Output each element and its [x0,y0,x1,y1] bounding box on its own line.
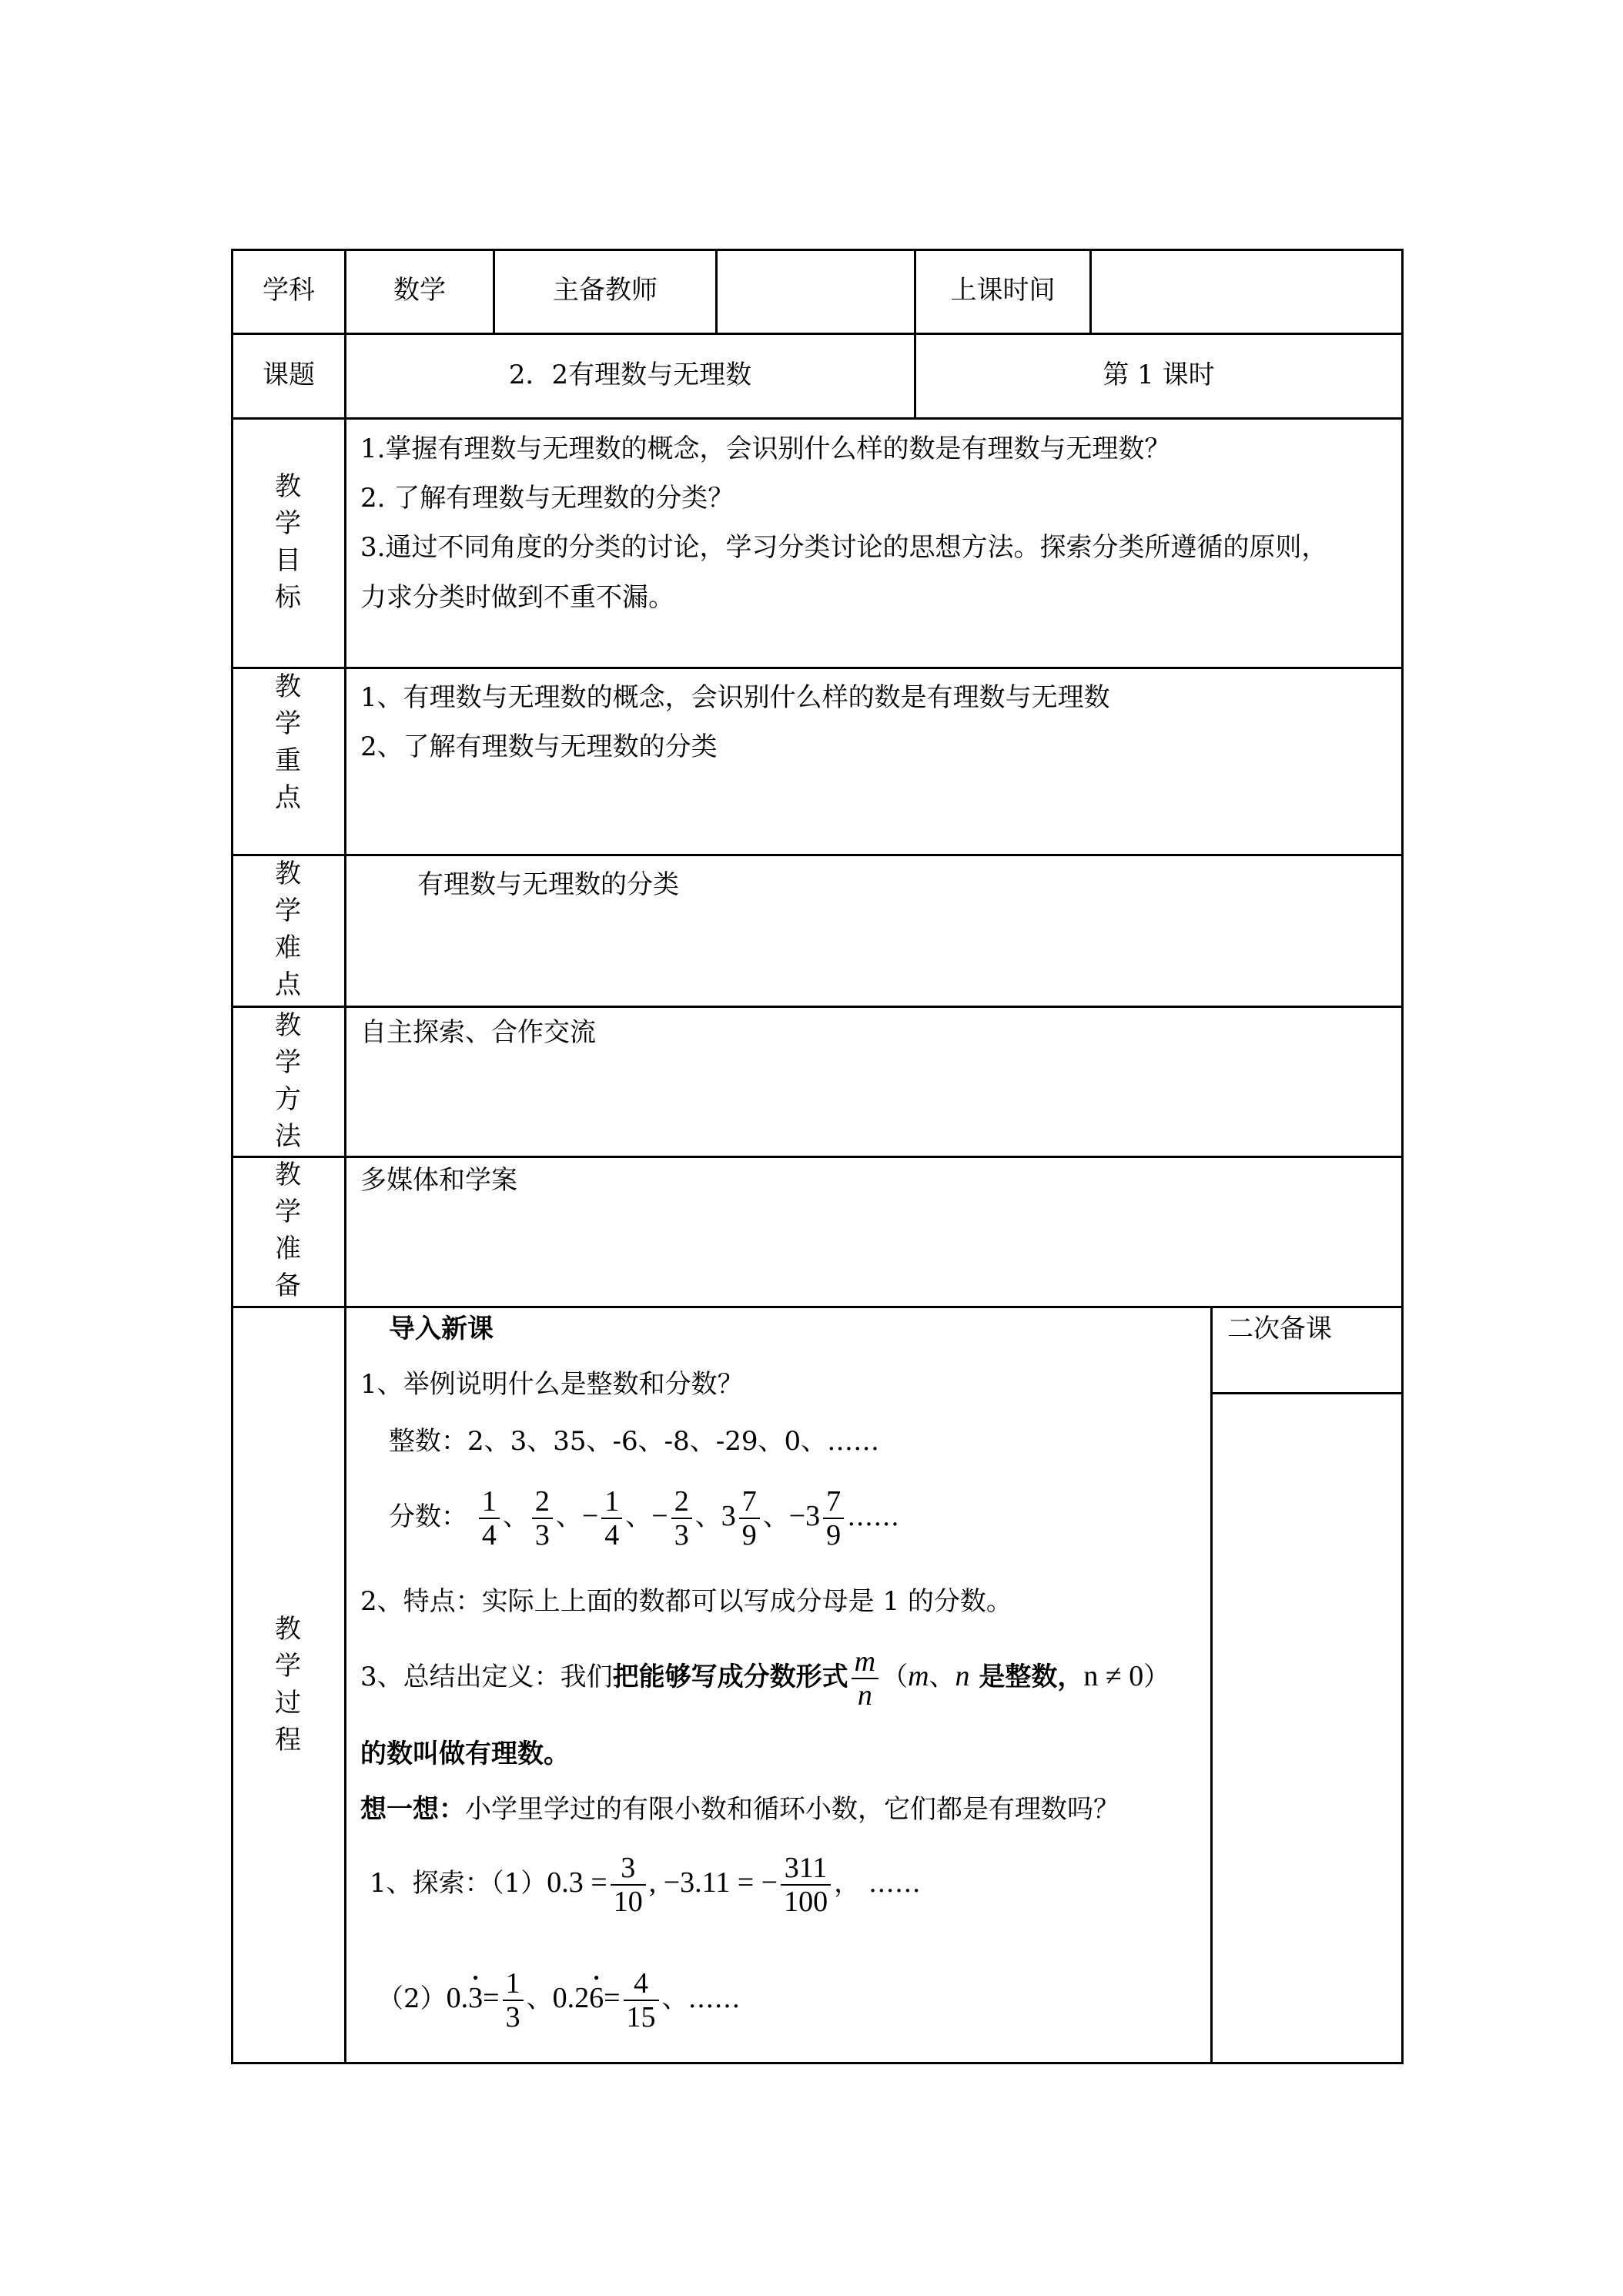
objectives-label: 教 学 目 标 [275,471,301,613]
table-border-bottom [231,2062,1404,2064]
teacher-label: 主备教师 [553,275,658,306]
definition-fraction: $\frac{m}{n}$ [852,1645,878,1712]
methods-label: 教 学 方 法 [275,1010,301,1152]
table-border-top [231,249,1404,251]
explore-fraction-4: $\frac{4}{15}$ [624,1967,659,2033]
integers-values: 2、3、35、-6、-8、-29、0、…… [467,1426,880,1457]
second-prep-divider [1210,1392,1404,1394]
process-label: 教 学 过 程 [275,1614,301,1755]
subject-label: 学科 [263,275,315,306]
fraction-2: $\frac{2}{3}$ [532,1485,553,1551]
row-divider-2 [231,417,1404,420]
objective-item-3: 3.通过不同角度的分类的讨论，学习分类讨论的思想方法。探索分类所遵循的原则， [360,532,1328,563]
preparation-text: 多媒体和学案 [360,1165,517,1196]
feature-line: 2、特点：实际上上面的数都可以写成分母是 1 的分数。 [360,1586,1012,1617]
class-time-label: 上课时间 [950,275,1056,306]
row-divider-5 [231,1006,1404,1008]
explore-line-2: （2）0.• 3= $\frac{1}{3}$ 、0.2• 6= $\frac{4}{15}$ 、…… [377,1963,741,2033]
methods-text: 自主探索、合作交流 [360,1017,596,1048]
row-divider-1 [231,333,1404,335]
explore-line-1: 1、探索：（1）0.3 = $\frac{3}{10}$ , −3.11 = − $\frac{311}{100}$ ， …… [370,1852,921,1918]
second-prep-label: 二次备课 [1227,1314,1332,1344]
header-col-divider-b [715,249,718,335]
header-col-divider-d [1089,249,1092,335]
preparation-label: 教 学 准 备 [275,1160,301,1301]
row-divider-6 [231,1156,1404,1158]
think-line: 想一想：小学里学过的有限小数和循环小数，它们都是有理数吗？ [360,1794,1119,1825]
fraction-4: $\frac{2}{3}$ [671,1485,692,1551]
row-divider-3 [231,667,1404,669]
second-prep-column-divider [1210,1306,1213,2064]
integers-label: 整数： [389,1426,467,1457]
difficulties-label: 教 学 难 点 [275,858,301,1000]
objective-item-1: 1.掌握有理数与无理数的概念，会识别什么样的数是有理数与无理数？ [360,433,1171,464]
objective-item-4: 力求分类时做到不重不漏。 [360,582,674,613]
row-divider-4 [231,854,1404,856]
row-divider-7 [231,1306,1404,1308]
explore-fraction-1: $\frac{3}{10}$ [611,1852,646,1918]
definition-line-2: 的数叫做有理数。 [360,1739,570,1769]
fraction-3: $\frac{1}{4}$ [601,1485,622,1551]
table-border-right [1401,249,1404,2064]
fraction-5: $\frac{7}{9}$ [739,1485,760,1551]
topic-label: 课题 [263,360,315,390]
difficulties-text: 有理数与无理数的分类 [417,869,679,900]
fractions-line: 分数： $\frac{1}{4}$ 、 $\frac{2}{3}$ 、− $\frac{1}{4}$ 、− $\frac{2}{3}$ 、3 $\frac{7}{9}$ 、−3 $\frac{7}{9}$ …… [389,1485,900,1551]
subject-value: 数学 [393,275,446,306]
explore-fraction-3: $\frac{1}{3}$ [503,1967,524,2033]
period-value: 第 1 课时 [1103,360,1215,390]
repeating-digit-3: • 3 [468,1963,483,2033]
definition-line: 3、总结出定义：我们把能够写成分数形式 $\frac{m}{n}$ （m、n 是整数，n ≠ 0） [360,1645,1170,1712]
intro-heading: 导入新课 [389,1314,494,1344]
key-points-label: 教 学 重 点 [275,671,301,813]
key-point-item-1: 1、有理数与无理数的概念，会识别什么样的数是有理数与无理数 [360,682,1110,713]
fraction-6: $\frac{7}{9}$ [823,1485,844,1551]
explore-fraction-2: $\frac{311}{100}$ [781,1852,831,1918]
repeating-digit-6: • 6 [589,1963,604,2033]
question-1: 1、举例说明什么是整数和分数？ [360,1369,744,1400]
fraction-1: $\frac{1}{4}$ [479,1485,500,1551]
topic-value: 2．2有理数与无理数 [508,360,752,390]
key-point-item-2: 2、了解有理数与无理数的分类 [360,731,718,762]
objective-item-2: 2. 了解有理数与无理数的分类？ [360,483,735,514]
fractions-label: 分数： [389,1501,467,1532]
integers-line [389,1426,879,1457]
label-column-divider [344,249,346,2064]
